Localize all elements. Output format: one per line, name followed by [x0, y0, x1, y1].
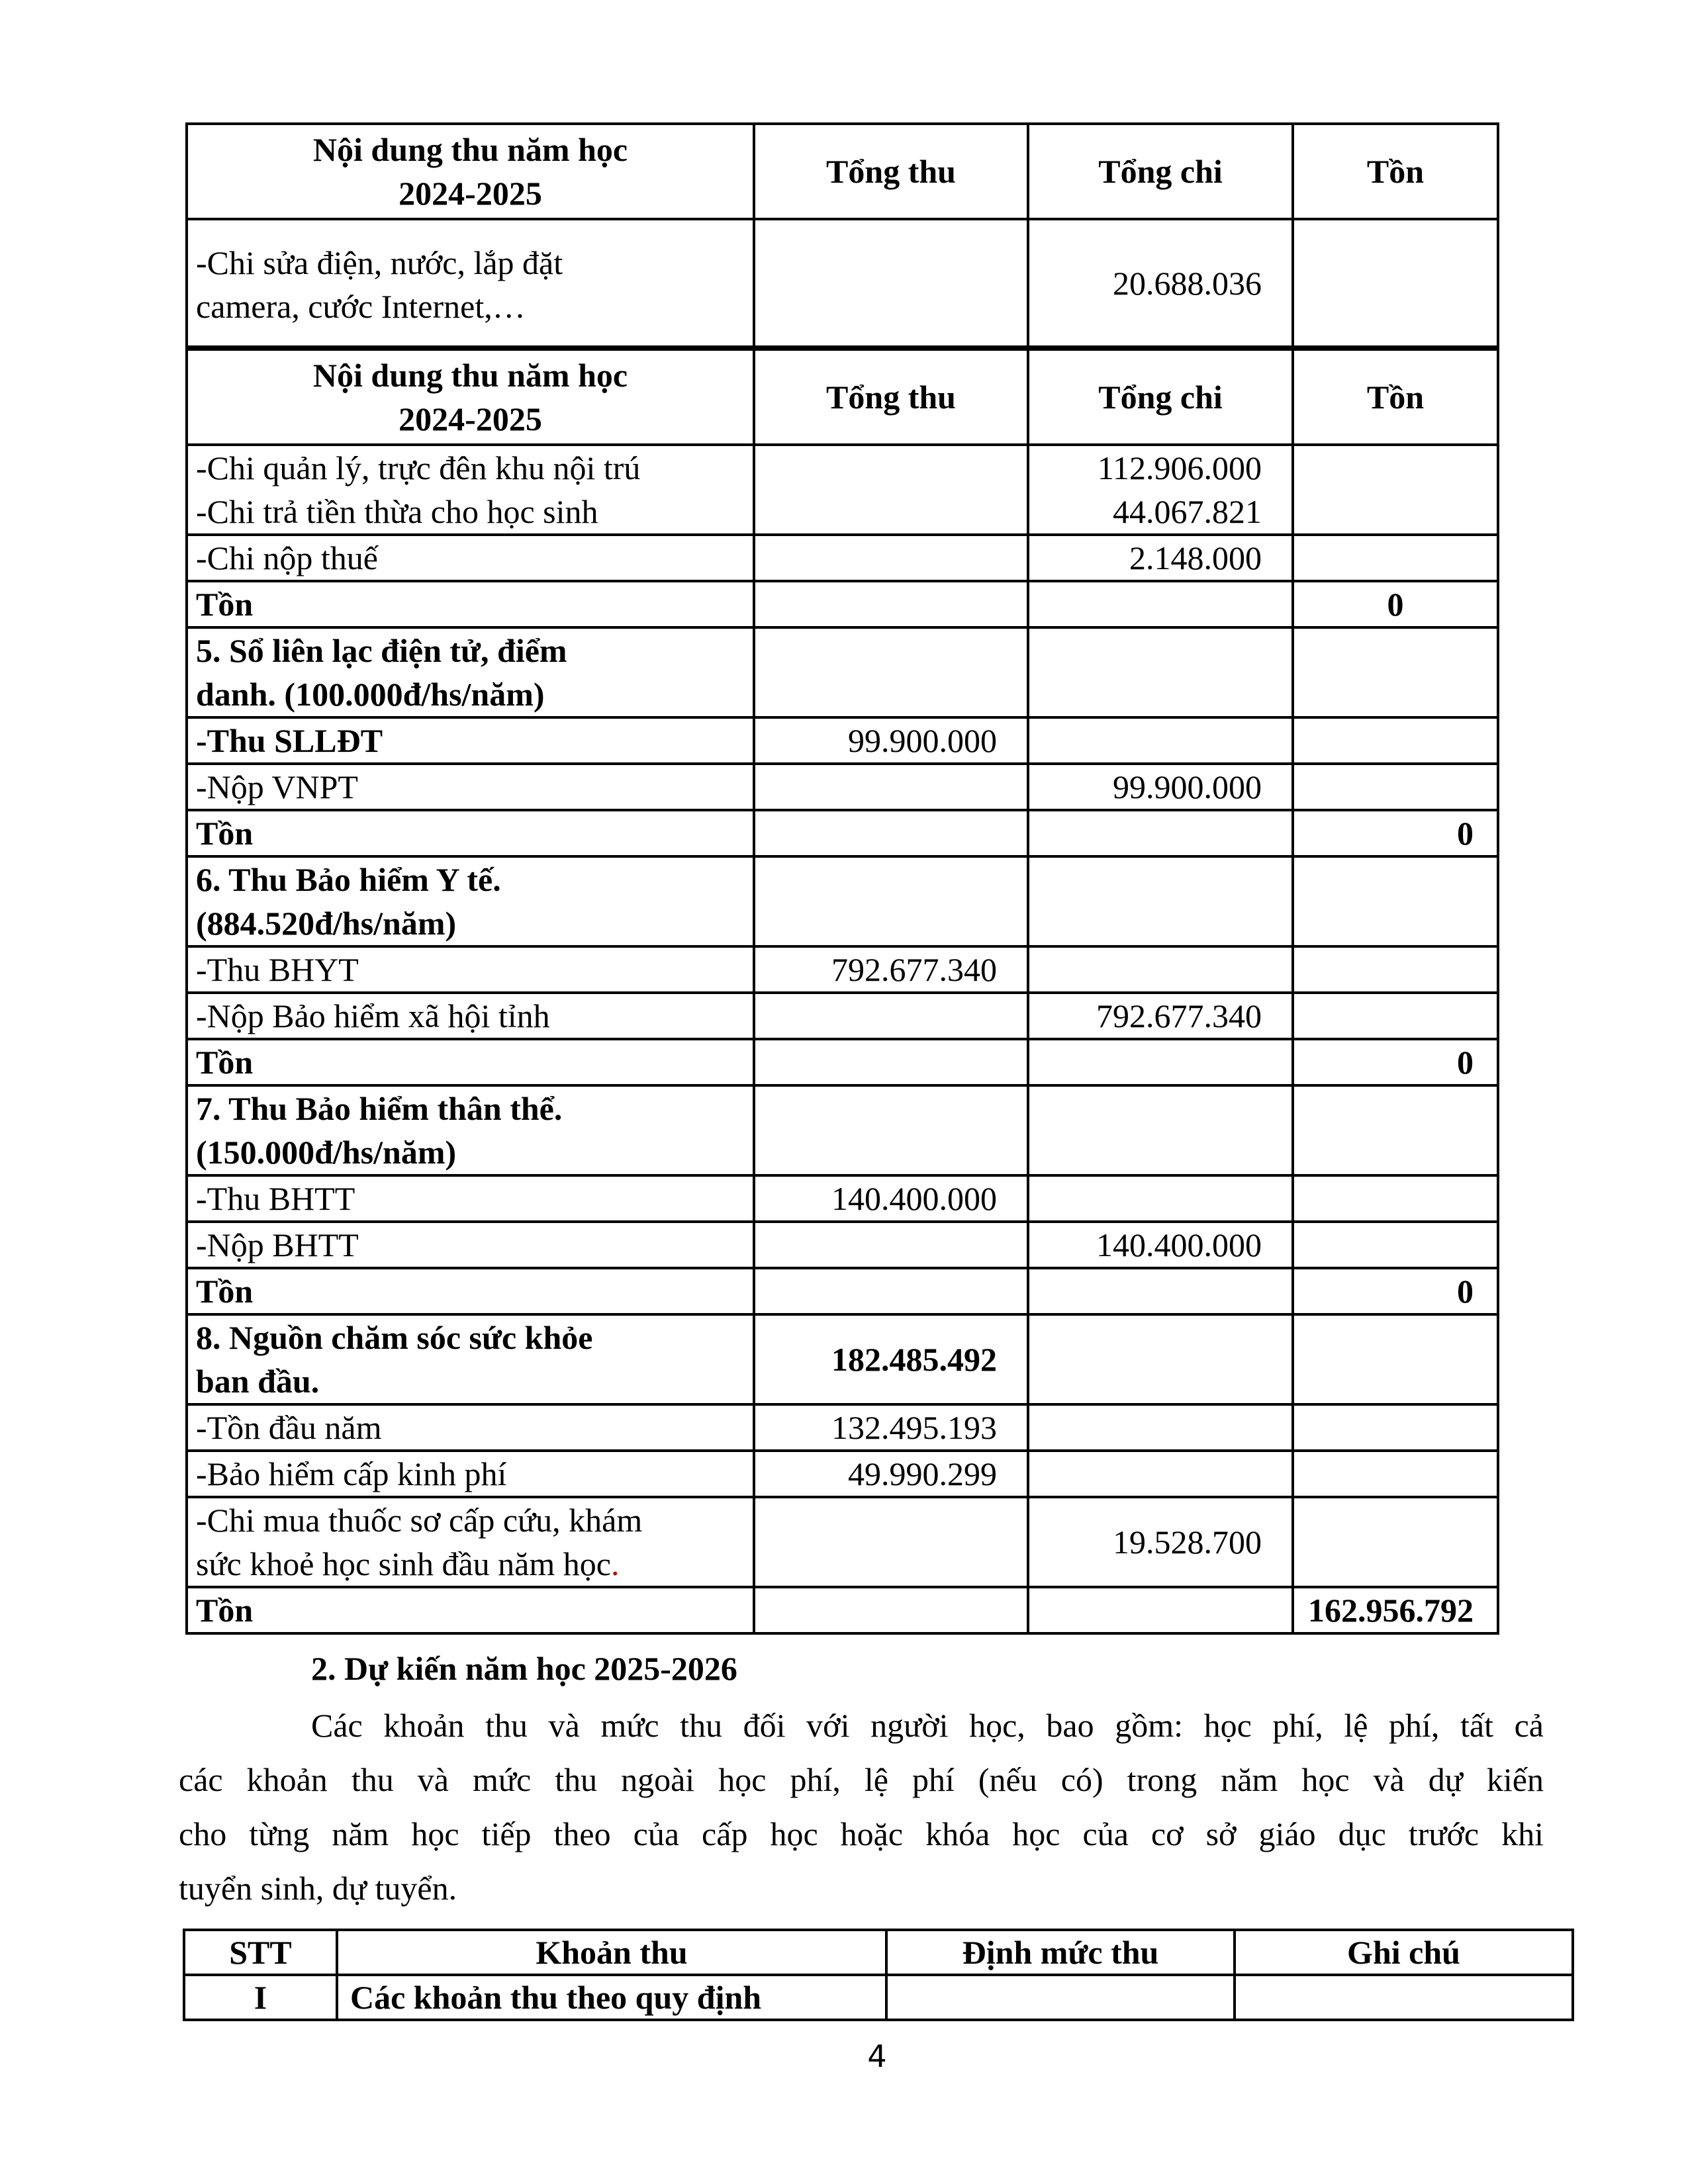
- revenue-table-part-1: [185, 122, 1499, 348]
- ton-cell: [1293, 1497, 1498, 1587]
- label-line1: 5. Sổ liên lạc điện tử, điểm: [196, 632, 567, 669]
- label-cell: -Bảo hiểm cấp kinh phí: [187, 1451, 754, 1497]
- khoan-thu-cell: Các khoản thu theo quy định: [337, 1975, 886, 2020]
- tong-thu-cell: 792.677.340: [754, 946, 1028, 993]
- tong-thu-cell: [754, 1497, 1028, 1587]
- tong-chi-cell: [1028, 1587, 1293, 1633]
- tong-chi-cell: [1028, 1175, 1293, 1222]
- revenue-table-part-2: [185, 348, 1499, 1635]
- label-cell: -Thu BHYT: [187, 946, 754, 993]
- tong-chi-line2: 44.067.821: [1113, 493, 1262, 530]
- label-line1: -Chi quản lý, trực đên khu nội trú: [196, 449, 641, 486]
- label-cell: -Nộp VNPT: [187, 764, 754, 810]
- label-cell: [187, 219, 754, 347]
- header-noi-dung: [187, 124, 754, 219]
- planned-fees-table-wrap: [183, 1929, 1574, 2021]
- tong-thu-cell: [754, 810, 1028, 856]
- label-cell: -Thu BHTT: [187, 1175, 754, 1222]
- ton-cell: [1293, 1314, 1498, 1404]
- tong-thu-cell: [754, 445, 1028, 535]
- tong-thu-cell: 140.400.000: [754, 1175, 1028, 1222]
- tong-thu-cell: [754, 856, 1028, 946]
- label-cell: Tồn: [187, 1268, 754, 1314]
- ton-cell: 0: [1293, 581, 1498, 627]
- header-ton: Tồn: [1293, 124, 1498, 219]
- label-cell: -Nộp BHTT: [187, 1222, 754, 1268]
- tong-chi-cell: [1028, 1451, 1293, 1497]
- ton-cell: [1293, 535, 1498, 581]
- tong-chi-cell: [1028, 445, 1293, 535]
- table-row: [187, 627, 1498, 717]
- table-row: [187, 1085, 1498, 1175]
- header-ton: Tồn: [1293, 349, 1498, 445]
- planned-fees-table: [183, 1929, 1574, 2021]
- ton-cell: [1293, 1175, 1498, 1222]
- section-paragraph: [179, 1698, 1544, 1915]
- ton-cell: [1293, 445, 1498, 535]
- ton-cell: [1293, 1404, 1498, 1451]
- tong-thu-cell: 182.485.492: [754, 1314, 1028, 1404]
- header-stt: STT: [184, 1930, 337, 1975]
- header-tong-chi: Tổng chi: [1028, 124, 1293, 219]
- tong-thu-cell: 49.990.299: [754, 1451, 1028, 1497]
- tong-chi-cell: 19.528.700: [1028, 1497, 1293, 1587]
- tong-thu-cell: [754, 764, 1028, 810]
- tong-thu-cell: [754, 1222, 1028, 1268]
- tong-chi-cell: [1028, 627, 1293, 717]
- header-tong-chi: Tổng chi: [1028, 349, 1293, 445]
- paragraph-line: tuyển sinh, dự tuyển.: [179, 1870, 457, 1907]
- label-line2: danh. (100.000đ/hs/năm): [196, 676, 545, 713]
- tong-thu-cell: [754, 1587, 1028, 1633]
- tong-chi-cell: [1028, 1268, 1293, 1314]
- header-khoan-thu: Khoản thu: [337, 1930, 886, 1975]
- header-noi-dung-line2: 2024-2025: [399, 175, 542, 212]
- section-heading: 2. Dự kiến năm học 2025-2026: [311, 1650, 737, 1687]
- table-row: [187, 445, 1498, 535]
- table-row: [187, 717, 1498, 764]
- header-tong-thu: Tổng thu: [754, 349, 1028, 445]
- label-line1: -Chi mua thuốc sơ cấp cứu, khám: [196, 1502, 643, 1539]
- ton-cell: [1293, 993, 1498, 1039]
- ton-cell: [1293, 764, 1498, 810]
- header-noi-dung: [187, 349, 754, 445]
- ton-cell: [1293, 856, 1498, 946]
- paragraph-line: Các khoản thu và mức thu đối với người học, bao gồm: học phí, lệ phí, tất cả: [311, 1707, 1544, 1744]
- header-noi-dung-line2: 2024-2025: [399, 400, 542, 437]
- table-row: [187, 1451, 1498, 1497]
- table-row: [187, 764, 1498, 810]
- label-cell: Tồn: [187, 810, 754, 856]
- tong-thu-cell: 99.900.000: [754, 717, 1028, 764]
- label-line2: (884.520đ/hs/năm): [196, 905, 457, 942]
- label-cell: -Chi nộp thuế: [187, 535, 754, 581]
- tong-chi-cell: 792.677.340: [1028, 993, 1293, 1039]
- table-row: [187, 1404, 1498, 1451]
- tong-thu-cell: [754, 627, 1028, 717]
- header-dinh-muc-thu: Định mức thu: [886, 1930, 1235, 1975]
- label-cell: -Thu SLLĐT: [187, 717, 754, 764]
- ton-cell: 0: [1293, 810, 1498, 856]
- table-row: [187, 1039, 1498, 1085]
- tong-thu-cell: [754, 1039, 1028, 1085]
- tong-thu-cell: [754, 993, 1028, 1039]
- ton-cell: 0: [1293, 1039, 1498, 1085]
- label-cell: Tồn: [187, 1039, 754, 1085]
- tong-thu-cell: [754, 1085, 1028, 1175]
- header-ghi-chu: Ghi chú: [1235, 1930, 1573, 1975]
- label-cell: Tồn: [187, 581, 754, 627]
- tong-thu-cell: 132.495.193: [754, 1404, 1028, 1451]
- tong-chi-cell: [1028, 1039, 1293, 1085]
- table-row: [187, 535, 1498, 581]
- header-noi-dung-line1: Nội dung thu năm học: [312, 357, 628, 394]
- label-cell: [187, 627, 754, 717]
- ton-cell: 162.956.792: [1293, 1587, 1498, 1633]
- label-cell: Tồn: [187, 1587, 754, 1633]
- ton-cell: [1293, 1085, 1498, 1175]
- label-line2: camera, cước Internet,…: [196, 287, 526, 325]
- tong-chi-line1: 112.906.000: [1097, 449, 1262, 486]
- table-row: [187, 1222, 1498, 1268]
- table-row: [187, 993, 1498, 1039]
- paragraph-line: các khoản thu và mức thu ngoài học phí, lệ phí (nếu có) trong năm học và dự kiến: [179, 1761, 1544, 1798]
- table-header-row: [187, 124, 1498, 219]
- table-row: [187, 946, 1498, 993]
- tong-chi-cell: [1028, 1314, 1293, 1404]
- table-row: [187, 1314, 1498, 1404]
- tong-chi-cell: 140.400.000: [1028, 1222, 1293, 1268]
- table-row: [187, 810, 1498, 856]
- label-line2: sức khoẻ học sinh đầu năm học: [196, 1545, 611, 1582]
- tong-thu-cell: [754, 535, 1028, 581]
- header-tong-thu: Tổng thu: [754, 124, 1028, 219]
- tong-thu-cell: [754, 581, 1028, 627]
- tong-chi-cell: [1028, 1085, 1293, 1175]
- tong-chi-cell: [1028, 1404, 1293, 1451]
- label-cell: [187, 445, 754, 535]
- section-2: [179, 1645, 1544, 1915]
- table-header-row: [184, 1930, 1573, 1975]
- page-number: 4: [867, 2038, 887, 2074]
- label-cell: [187, 1314, 754, 1404]
- tong-chi-cell: [1028, 946, 1293, 993]
- table-header-row: [187, 349, 1498, 445]
- ton-cell: 0: [1293, 1268, 1498, 1314]
- label-cell: [187, 1085, 754, 1175]
- ton-cell: [1293, 627, 1498, 717]
- tong-chi-cell: 2.148.000: [1028, 535, 1293, 581]
- paragraph-line: cho từng năm học tiếp theo của cấp học hoặc khóa học của cơ sở giáo dục trước khi: [179, 1815, 1544, 1852]
- ghi-chu-cell: [1235, 1975, 1573, 2020]
- ton-cell: [1293, 946, 1498, 993]
- table-row: [187, 1268, 1498, 1314]
- table-row: [187, 581, 1498, 627]
- tong-chi-cell: [1028, 717, 1293, 764]
- label-line2: (150.000đ/hs/năm): [196, 1134, 457, 1171]
- financial-tables: [185, 0, 1499, 1635]
- label-cell: -Tồn đầu năm: [187, 1404, 754, 1451]
- label-line2: -Chi trả tiền thừa cho học sinh: [196, 493, 598, 530]
- label-cell: [187, 856, 754, 946]
- label-line1: 8. Nguồn chăm sóc sức khỏe: [196, 1319, 593, 1356]
- tong-thu-cell: [754, 219, 1028, 347]
- header-noi-dung-line1: Nội dung thu năm học: [312, 131, 628, 168]
- table-row: [187, 1587, 1498, 1633]
- label-line2: ban đầu.: [196, 1363, 320, 1400]
- table-row: [187, 856, 1498, 946]
- tong-chi-cell: 99.900.000: [1028, 764, 1293, 810]
- stt-cell: I: [184, 1975, 337, 2020]
- label-line1: -Chi sửa điện, nước, lắp đặt: [196, 244, 563, 281]
- label-cell: [187, 1497, 754, 1587]
- ton-cell: [1293, 1451, 1498, 1497]
- ton-cell: [1293, 1222, 1498, 1268]
- tong-chi-cell: [1028, 581, 1293, 627]
- label-cell: -Nộp Bảo hiểm xã hội tỉnh: [187, 993, 754, 1039]
- tong-chi-cell: 20.688.036: [1028, 219, 1293, 347]
- tong-thu-cell: [754, 1268, 1028, 1314]
- table-row: [187, 1175, 1498, 1222]
- dinh-muc-thu-cell: [886, 1975, 1235, 2020]
- table-row: [187, 1497, 1498, 1587]
- label-line1: 7. Thu Bảo hiểm thân thể.: [196, 1090, 563, 1127]
- ton-cell: [1293, 219, 1498, 347]
- table-row: [184, 1975, 1573, 2020]
- table-row: [187, 219, 1498, 347]
- tong-chi-cell: [1028, 856, 1293, 946]
- tong-chi-cell: [1028, 810, 1293, 856]
- red-period: .: [610, 1545, 620, 1582]
- label-line1: 6. Thu Bảo hiểm Y tế.: [196, 861, 501, 898]
- ton-cell: [1293, 717, 1498, 764]
